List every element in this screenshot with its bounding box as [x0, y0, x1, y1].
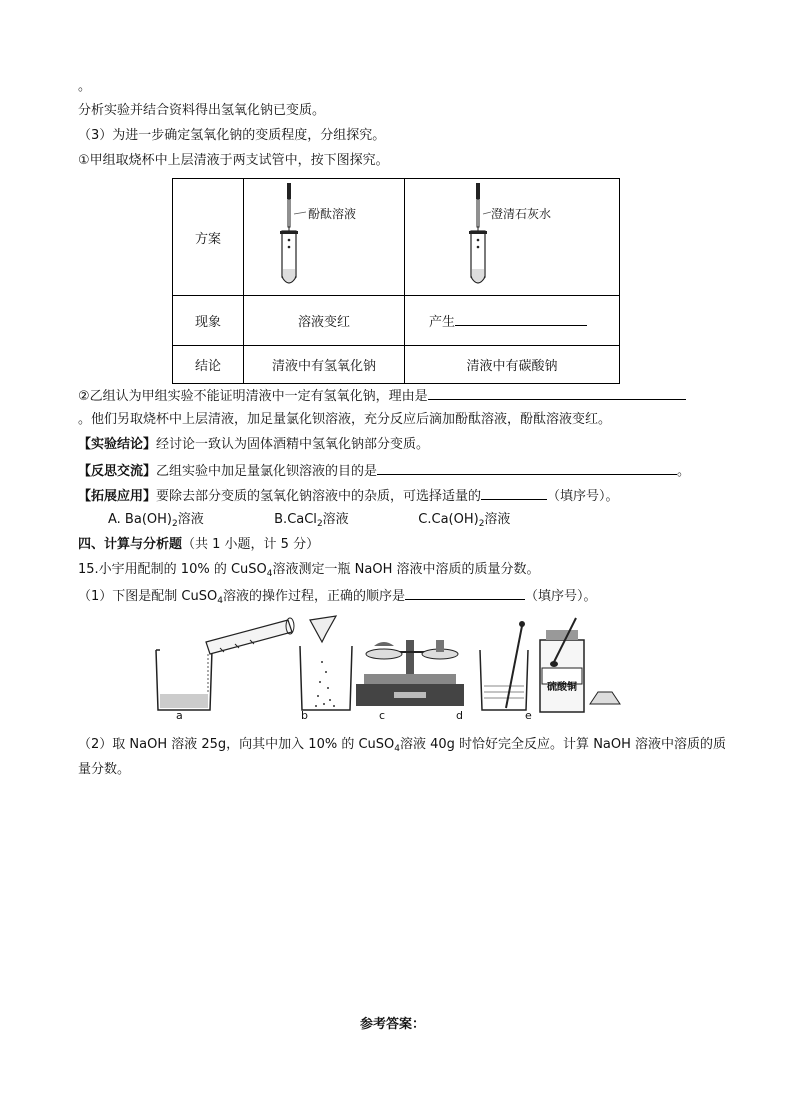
fig-label-c: c [379, 709, 386, 722]
reason-answer-blank[interactable] [428, 386, 686, 400]
row-label-phenomenon: 现象 [173, 296, 244, 346]
fig-label-e: e [525, 709, 532, 722]
phenomenon-2 [405, 296, 620, 346]
stirring-beaker-icon [480, 621, 528, 710]
pouring-beaker-icon [156, 618, 294, 710]
purpose-answer-blank[interactable] [377, 461, 677, 475]
fig-label-b: b [301, 709, 308, 722]
scheme-cell-1 [244, 179, 405, 296]
reflection-text: 乙组实验中加足量氯化钡溶液的目的是 [156, 464, 378, 479]
balance-scale-icon [356, 640, 464, 706]
group-yi-text: ②乙组认为甲组实验不能证明清液中一定有氢氧化钠，理由是 [78, 389, 428, 404]
analysis-line: 分析实验并结合资料得出氢氧化钠已变质。 [78, 103, 326, 118]
conclusion-2: 清液中有碳酸钠 [405, 346, 620, 384]
experiment-conclusion-line [78, 436, 429, 454]
row-label-scheme: 方案 [173, 179, 244, 296]
phenomenon-2-prefix: 产生 [429, 315, 456, 330]
experiment-conclusion-text: 经讨论一致认为固体酒精中氢氧化钠部分变质。 [156, 437, 430, 452]
experiment-table [172, 178, 620, 384]
phenomenon-answer-blank[interactable] [455, 312, 587, 326]
extension-text: 要除去部分变质的氢氧化钠溶液中的杂质，可选择适量的 [156, 489, 482, 504]
row-label-conclusion: 结论 [173, 346, 244, 384]
group-yi-line-2: 。他们另取烧杯中上层清液，加足量氯化钡溶液，充分反应后滴加酚酞溶液，酚酞溶液变红。 [78, 412, 612, 427]
reagent-limewater: 澄清石灰水 [491, 207, 552, 221]
reflection-line [78, 461, 690, 481]
test-tube-dropper-icon [244, 179, 404, 295]
option-b: B.CaCl2溶液 [274, 512, 349, 529]
reagent-bottle-icon [540, 618, 620, 712]
extension-end: （填序号）。 [547, 489, 619, 504]
options-line [108, 511, 510, 533]
extension-label: 【拓展应用】 [78, 489, 157, 504]
powder-beaker-icon [300, 616, 352, 710]
option-a: A. Ba(OH)2溶液 [108, 512, 204, 529]
test-tube-dropper-icon [405, 179, 619, 295]
option-c: C.Ca(OH)2溶液 [418, 512, 511, 529]
conclusion-1: 清液中有氢氧化钠 [244, 346, 405, 384]
question-15-1-line: （1）下图是配制 CuSO$_4$溶液的操作过程，正确的顺序是 （填序号）。 [78, 586, 596, 610]
top-mark: 。 [78, 79, 92, 94]
reflection-label: 【反思交流】 [78, 464, 157, 479]
section-4-title: 四、计算与分析题 [78, 537, 183, 552]
group-jia-line: ①甲组取烧杯中上层清液于两支试管中，按下图探究。 [78, 153, 389, 168]
answer-title: 参考答案： [360, 1017, 426, 1032]
extension-line [78, 486, 619, 506]
reflection-end: 。 [677, 464, 691, 479]
section-4-heading [78, 536, 319, 554]
question-15-2-line: （2）取 NaOH 溶液 25g，向其中加入 10% 的 CuSO$_4$溶液 40g 时恰好完全反应。计算 NaOH 溶液中溶质的质 [78, 737, 727, 754]
question-15-line: 15.小宇用配制的 10% 的 CuSO$_4$溶液测定一瓶 NaOH 溶液中溶质的质量分数。 [78, 562, 540, 579]
operation-figure [150, 612, 630, 724]
section-4-note: （共 1 小题，计 5 分） [182, 537, 320, 552]
fig-label-d: d [456, 709, 463, 722]
group-yi-line [78, 386, 686, 406]
question-15-2-line-2: 量分数。 [78, 762, 131, 777]
question-3-line: （3）为进一步确定氢氧化钠的变质程度，分组探究。 [78, 128, 386, 143]
choice-answer-blank[interactable] [481, 486, 547, 500]
experiment-conclusion-label: 【实验结论】 [78, 437, 157, 452]
phenomenon-1: 溶液变红 [244, 296, 405, 346]
scheme-cell-2 [405, 179, 620, 296]
reagent-phenolphthalein: 酚酞溶液 [308, 207, 357, 221]
lab-operations-illustration [150, 612, 630, 724]
order-answer-blank[interactable] [405, 586, 525, 600]
fig-label-a: a [176, 709, 183, 722]
bottle-label: 硫酸铜 [547, 682, 577, 693]
